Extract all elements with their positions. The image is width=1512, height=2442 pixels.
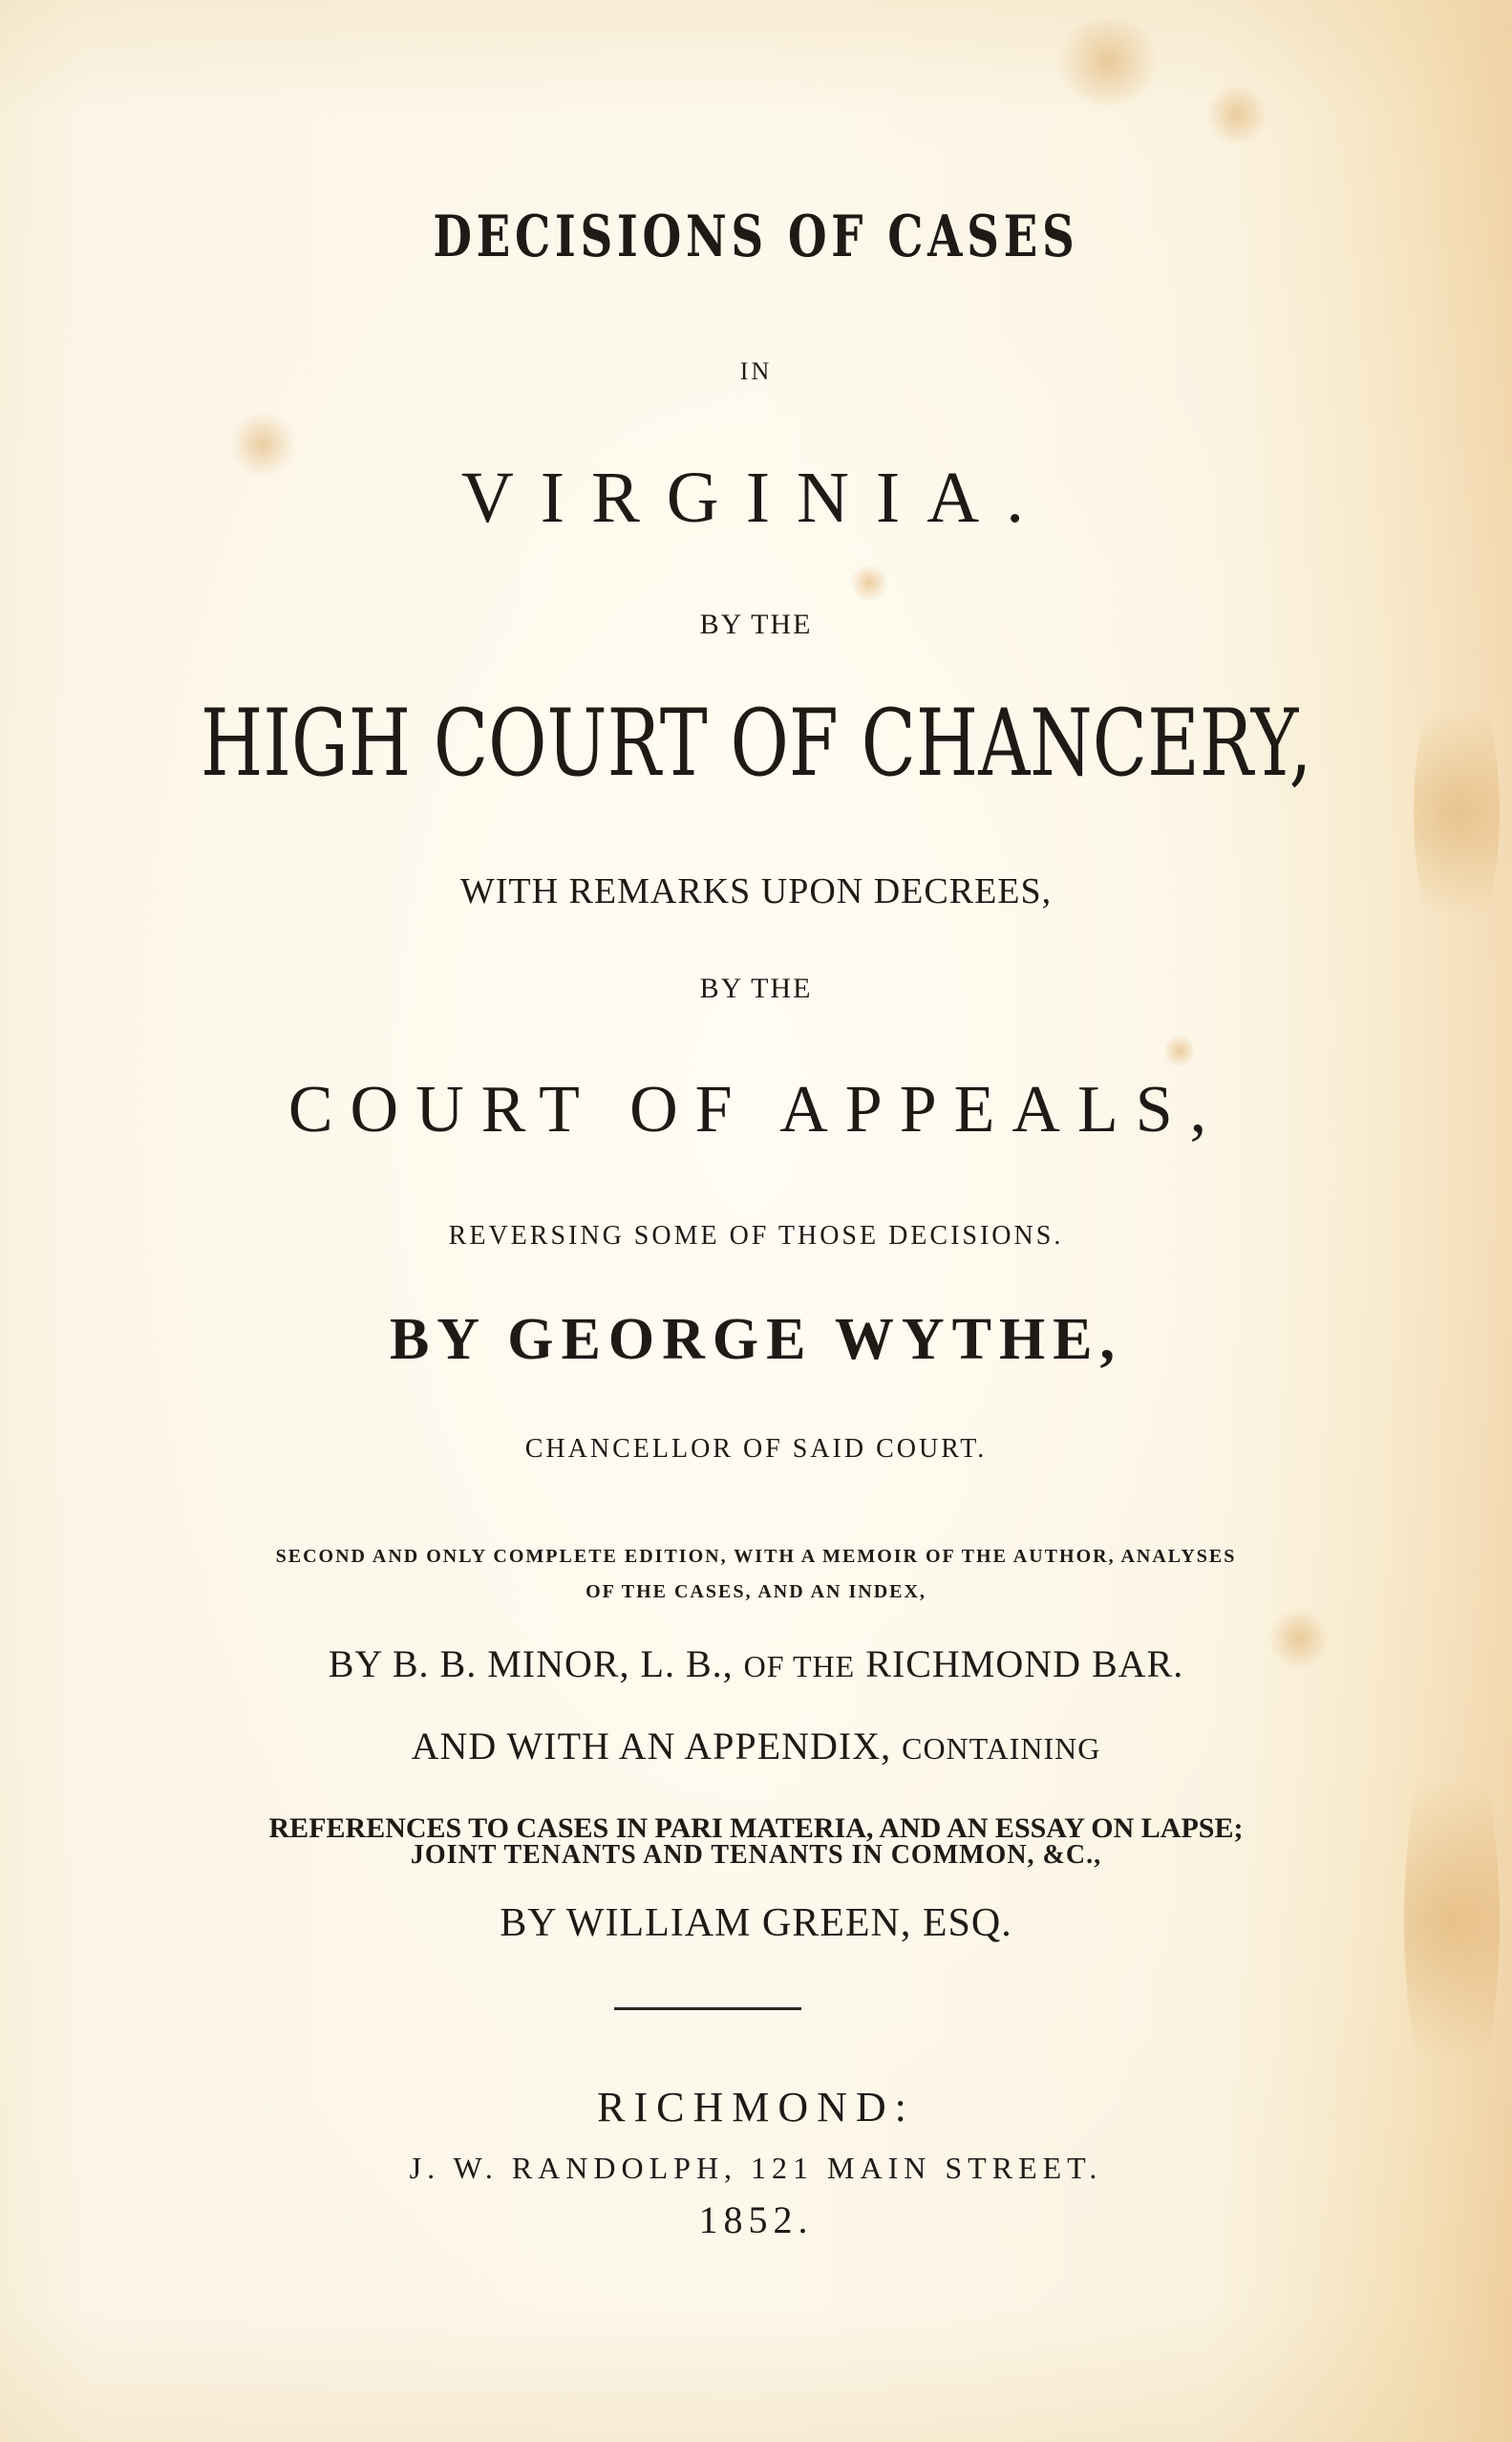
appendix-author-name: WILLIAM GREEN, <box>565 1901 912 1945</box>
foxing-stain <box>1203 86 1270 143</box>
heading-virginia: VIRGINIA. <box>460 458 1052 538</box>
edition-line-2: OF THE CASES, AND AN INDEX, <box>586 1581 926 1602</box>
heading-decisions-of-cases: DECISIONS OF CASES <box>433 204 1079 270</box>
foxing-stain <box>1165 1032 1194 1070</box>
imprint-publisher-line <box>0 2151 1512 2186</box>
heading-in: IN <box>739 357 773 385</box>
edition-line-1: SECOND AND ONLY COMPLETE EDITION, WITH A MEMOIR OF THE AUTHOR, ANALYSES <box>275 1546 1237 1567</box>
editor-bar: RICHMOND BAR. <box>865 1642 1184 1685</box>
author-line <box>0 1306 1512 1374</box>
editor-name: B. B. MINOR, L. B., <box>392 1642 734 1685</box>
appendix-author-by: BY <box>500 1901 557 1945</box>
by-the-2: BY THE <box>699 973 813 1004</box>
imprint-street: MAIN STREET. <box>827 2151 1103 2185</box>
appendix-line <box>0 1724 1512 1768</box>
editor-line <box>0 1641 1512 1686</box>
paper-edge-bottom <box>0 2308 1512 2442</box>
by-the-1: BY THE <box>699 609 813 640</box>
references-line-2: JOINT TENANTS AND TENANTS IN COMMON, &C., <box>410 1840 1102 1870</box>
paper-edge-top <box>0 0 1512 115</box>
appendix-word: APPENDIX, <box>684 1724 892 1767</box>
heading-high-court-of-chancery: HIGH COURT OF CHANCERY, <box>200 690 1312 797</box>
appendix-and-with: AND WITH AN <box>411 1724 676 1767</box>
reversing-some-decisions: REVERSING SOME OF THOSE DECISIONS. <box>448 1221 1064 1251</box>
author-name: GEORGE WYTHE, <box>507 1307 1123 1372</box>
imprint-city: RICHMOND: <box>597 2084 915 2131</box>
appendix-author-line <box>0 1900 1512 1946</box>
editor-by: BY <box>328 1642 382 1685</box>
references-line-1: REFERENCES TO CASES IN PARI MATERIA, AND AN ESSAY ON LAPSE; <box>268 1812 1244 1844</box>
heading-court-of-appeals: COURT OF APPEALS, <box>287 1073 1225 1146</box>
with-remarks-upon-decrees: WITH REMARKS UPON DECREES, <box>459 871 1053 911</box>
editor-of: OF THE <box>743 1649 856 1683</box>
author-title: CHANCELLOR OF SAID COURT. <box>524 1434 988 1464</box>
imprint-publisher: J. W. RANDOLPH, 121 <box>409 2151 815 2185</box>
foxing-stain <box>1051 19 1165 105</box>
imprint-year: 1852. <box>698 2198 814 2241</box>
author-by: BY <box>389 1307 485 1372</box>
appendix-containing: CONTAINING <box>902 1731 1101 1766</box>
foxing-stain <box>850 564 888 602</box>
divider-rule <box>614 2007 801 2010</box>
appendix-author-esq: ESQ. <box>922 1901 1012 1945</box>
